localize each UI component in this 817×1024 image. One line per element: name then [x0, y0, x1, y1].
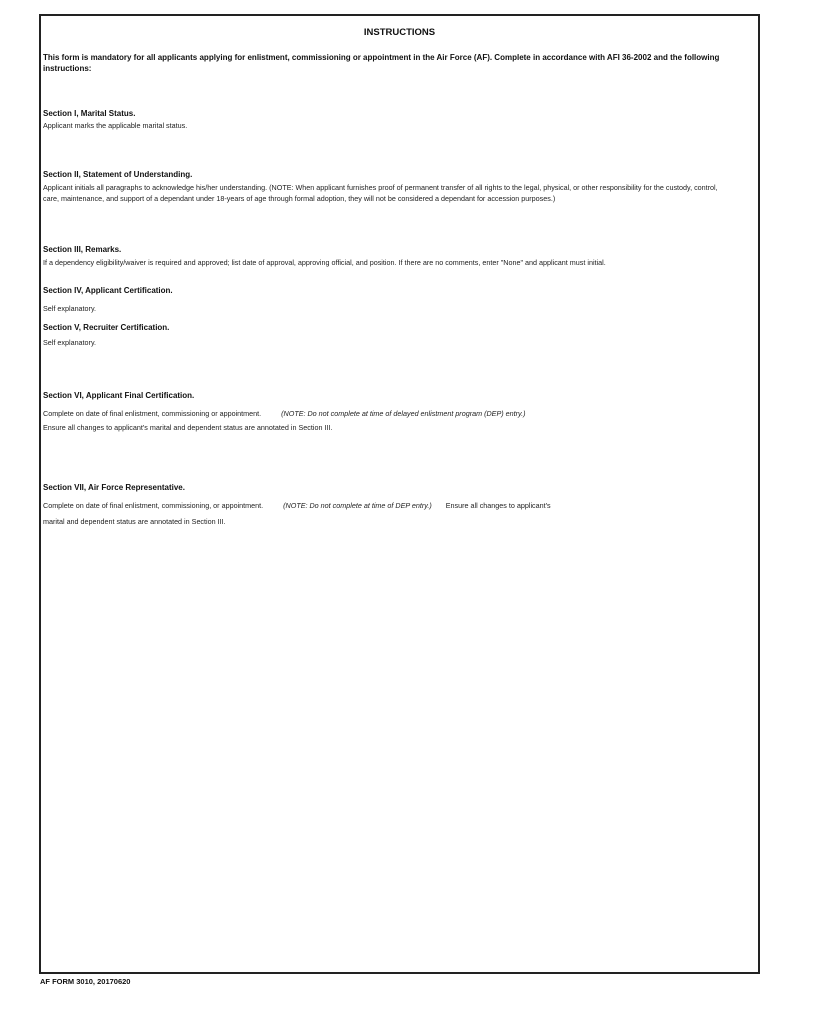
section-7-text2-start: Ensure all changes to applicant's	[445, 501, 551, 510]
section-7-note: (NOTE: Do not complete at time of DEP entry.)	[283, 501, 432, 510]
section-1-text: Applicant marks the applicable marital status.	[43, 121, 188, 130]
section-4-heading: Section IV, Applicant Certification.	[43, 286, 173, 295]
section-3-text: If a dependency eligibility/waiver is required and approved; list date of approval, approving official, and position. If there are no comments, enter "None" and applicant must initial.	[43, 258, 606, 267]
section-6-heading: Section VI, Applicant Final Certification.	[43, 391, 195, 400]
section-5-text: Self explanatory.	[43, 338, 97, 347]
section-5-heading: Section V, Recruiter Certification.	[43, 323, 170, 332]
section-3-heading: Section III, Remarks.	[43, 245, 122, 254]
section-6-body: Complete on date of final enlistment, commissioning or appointment.	[43, 409, 262, 418]
section-7-body: Complete on date of final enlistment, commissioning, or appointment.	[43, 501, 264, 510]
section-1-heading: Section I, Marital Status.	[43, 109, 136, 118]
section-7-text2-end: marital and dependent status are annotated in Section III.	[43, 517, 226, 526]
section-6-text	[43, 408, 525, 419]
section-2-text: Applicant initials all paragraphs to acknowledge his/her understanding. (NOTE: When applicant furnishes proof of permanent transfer of all rights to the legal, physical, or other responsibility for the custody, control, care, maintenance, and support of a dependant under 18-years of age through formal adoption, they will not be considered a dependant for accession purposes.)	[43, 183, 718, 203]
section-7-heading: Section VII, Air Force Representative.	[43, 483, 185, 492]
section-6-text2: Ensure all changes to applicant's marital and dependent status are annotated in Section III.	[43, 423, 333, 432]
intro-text: This form is mandatory for all applicants applying for enlistment, commissioning or appointment in the Air Force (AF). Complete in accordance with AFI 36-2002 and the following instructions:	[43, 53, 720, 73]
section-4-text: Self explanatory.	[43, 304, 97, 313]
section-7-text	[43, 500, 551, 511]
section-2-heading: Section II, Statement of Understanding.	[43, 170, 193, 179]
page-title: INSTRUCTIONS	[363, 27, 436, 38]
form-footer: AF FORM 3010, 20170620	[40, 977, 131, 986]
instructions-frame	[39, 14, 760, 974]
section-6-note: (NOTE: Do not complete at time of delayed enlistment program (DEP) entry.)	[281, 409, 526, 418]
